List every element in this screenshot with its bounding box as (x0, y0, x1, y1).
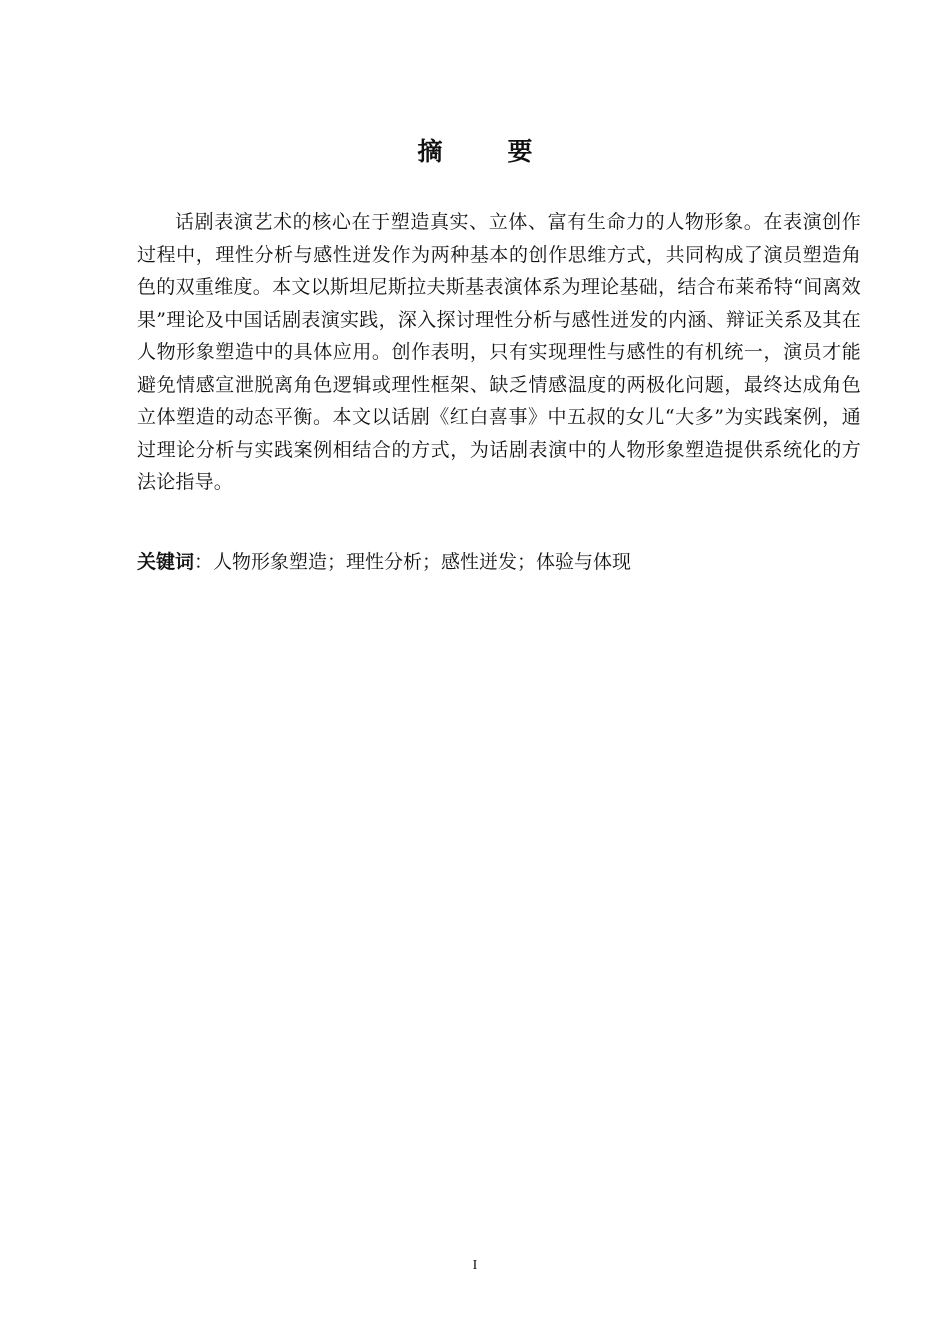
abstract-body: 话剧表演艺术的核心在于塑造真实、立体、富有生命力的人物形象。在表演创作过程中，理性分析与感性迸发作为两种基本的创作思维方式，共同构成了演员塑造角色的双重维度。本文以斯坦尼斯拉夫斯基表演体系为理论基础，结合布莱希特“间离效果”理论及中国话剧表演实践，深入探讨理性分析与感性迸发的内涵、辩证关系及其在人物形象塑造中的具体应用。创作表明，只有实现理性与感性的有机统一，演员才能避免情感宣泄脱离角色逻辑或理性框架、缺乏情感温度的两极化问题，最终达成角色立体塑造的动态平衡。本文以话剧《红白喜事》中五叔的女儿“大多”为实践案例，通过理论分析与实践案例相结合的方式，为话剧表演中的人物形象塑造提供系统化的方法论指导。 (137, 211, 861, 493)
page-number: I (472, 1258, 478, 1273)
keywords-label: 关键词 (137, 551, 195, 573)
abstract-title: 摘 要 (417, 137, 553, 166)
keywords-separator: ： (194, 551, 214, 573)
keywords-list: 人物形象塑造；理性分析；感性迸发；体验与体现 (213, 551, 632, 573)
keywords-line (137, 546, 861, 578)
